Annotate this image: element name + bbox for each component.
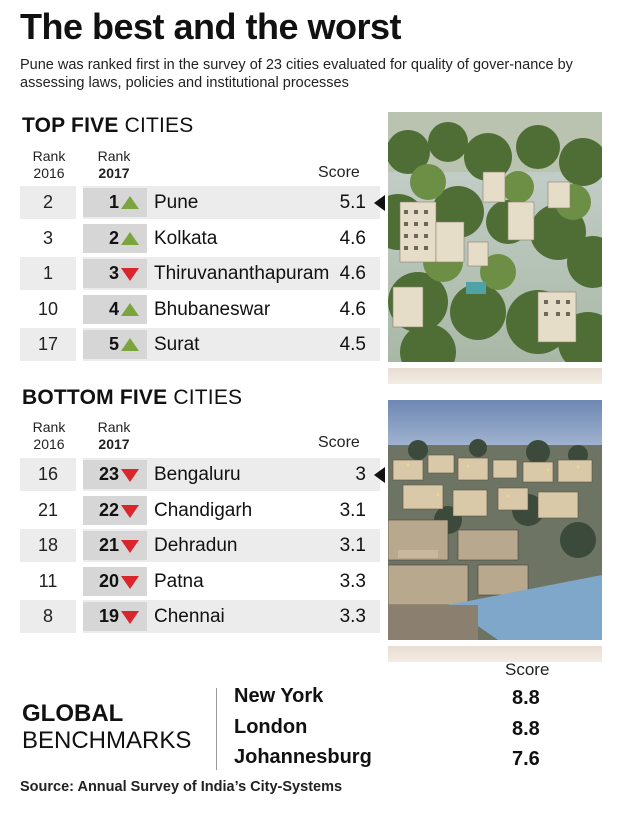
city-score: 5.1 xyxy=(339,192,366,213)
global-city-name: London xyxy=(234,716,308,738)
down-arrow-icon xyxy=(121,469,139,482)
rank-2017-value: 21 xyxy=(98,535,119,555)
city-score: 4.6 xyxy=(339,263,366,284)
bottom-table-row xyxy=(20,529,380,562)
top-rank-2016-header xyxy=(24,148,74,182)
top-rank-2016-header-line2: 2016 xyxy=(33,165,65,181)
top-rank-2017-header xyxy=(88,148,140,182)
global-city-score: 7.6 xyxy=(512,748,540,770)
city-name: Surat xyxy=(154,334,200,355)
global-score-header: Score xyxy=(505,660,550,679)
top-table-row xyxy=(20,257,380,290)
top-city-photo-illustration xyxy=(388,112,602,362)
global-benchmarks-heading-light: BENCHMARKS xyxy=(22,727,192,754)
bottom-rank-2016-header-line2: 2016 xyxy=(33,436,65,452)
top-table-row xyxy=(20,293,380,326)
row-gap xyxy=(76,458,83,491)
rank-2017-value: 19 xyxy=(98,606,119,626)
up-arrow-icon xyxy=(121,338,139,351)
rank-2017-cell xyxy=(83,259,147,288)
rank-2016-cell: 1 xyxy=(42,263,53,283)
up-arrow-icon xyxy=(121,232,139,245)
top-five-heading-light: CITIES xyxy=(124,114,194,137)
top-pointer-icon xyxy=(374,195,385,211)
rank-2016-cell: 21 xyxy=(37,499,59,520)
bottom-five-heading xyxy=(22,386,242,410)
rank-2016-cell: 10 xyxy=(37,298,59,319)
rank-2017-value: 3 xyxy=(108,263,119,283)
city-score: 3.3 xyxy=(339,570,366,592)
source-note: Source: Annual Survey of India’s City-Systems xyxy=(20,779,343,795)
global-divider xyxy=(216,688,217,770)
row-gap xyxy=(76,529,83,562)
city-name: Kolkata xyxy=(154,227,218,249)
row-gap xyxy=(76,328,83,361)
top-rank-2017-header-line2: 2017 xyxy=(98,165,130,181)
rank-2017-value: 2 xyxy=(108,227,119,248)
row-gap xyxy=(76,257,83,290)
global-benchmarks-heading xyxy=(22,700,191,754)
rank-2017-cell xyxy=(83,188,147,217)
city-name: Chandigarh xyxy=(154,499,253,521)
rank-2016-cell: 17 xyxy=(37,334,59,354)
down-arrow-icon xyxy=(121,268,139,281)
city-score: 4.6 xyxy=(339,298,366,320)
rank-2017-cell xyxy=(83,295,147,324)
top-photo-strip xyxy=(388,368,602,384)
bottom-score-header: Score xyxy=(318,434,360,451)
rank-2017-cell xyxy=(83,224,147,253)
rank-2017-cell xyxy=(83,496,147,525)
rank-2017-value: 1 xyxy=(108,192,119,212)
city-score: 3.3 xyxy=(339,606,366,627)
bottom-city-photo-illustration xyxy=(388,400,602,640)
bottom-rank-2016-header-line1: Rank xyxy=(32,419,66,435)
global-city-name: New York xyxy=(234,685,324,707)
rank-2017-value: 23 xyxy=(98,464,119,484)
rank-2017-cell xyxy=(83,330,147,359)
rank-2016-cell: 11 xyxy=(38,570,58,591)
rank-2016-cell: 3 xyxy=(42,227,53,248)
city-score: 3.1 xyxy=(339,499,366,521)
subtitle: Pune was ranked first in the survey of 23 cities evaluated for quality of gover-nance by assessing laws, policies and institutional processes xyxy=(20,57,573,91)
rank-2017-cell xyxy=(83,567,147,596)
bottom-rank-2017-header-line1: Rank xyxy=(97,419,131,435)
rank-2016-cell: 2 xyxy=(42,192,53,212)
top-table-row xyxy=(20,222,380,255)
rank-2016-cell: 18 xyxy=(37,535,59,555)
city-score: 3.1 xyxy=(339,535,366,556)
city-name: Dehradun xyxy=(154,535,238,556)
bottom-table-row xyxy=(20,565,380,598)
bottom-table-row xyxy=(20,494,380,527)
down-arrow-icon xyxy=(121,540,139,553)
down-arrow-icon xyxy=(121,611,139,624)
up-arrow-icon xyxy=(121,196,139,209)
city-name: Patna xyxy=(154,570,204,592)
rank-2017-value: 5 xyxy=(108,334,119,354)
rank-2016-cell: 8 xyxy=(42,606,53,626)
bottom-pointer-icon xyxy=(374,467,385,483)
row-gap xyxy=(76,565,83,598)
rank-2017-cell xyxy=(83,602,147,631)
city-name: Thiruvananthapuram xyxy=(154,263,330,284)
row-gap xyxy=(76,494,83,527)
city-score: 3 xyxy=(355,464,366,485)
top-table-row xyxy=(20,186,380,219)
top-rank-2016-header-line1: Rank xyxy=(32,148,66,164)
top-table-row xyxy=(20,328,380,361)
row-gap xyxy=(76,222,83,255)
rank-2017-value: 4 xyxy=(108,298,119,319)
city-name: Chennai xyxy=(154,606,225,627)
global-city-score: 8.8 xyxy=(512,718,540,740)
rank-2017-value: 22 xyxy=(98,499,119,520)
bottom-rank-2017-header xyxy=(88,419,140,453)
row-gap xyxy=(76,293,83,326)
top-five-heading-bold: TOP FIVE xyxy=(22,114,119,137)
global-benchmarks-heading-bold: GLOBAL xyxy=(22,700,124,727)
top-city-photo xyxy=(388,112,602,362)
bottom-table-row xyxy=(20,458,380,491)
bottom-rank-2016-header xyxy=(24,419,74,453)
city-score: 4.6 xyxy=(339,227,366,249)
up-arrow-icon xyxy=(121,303,139,316)
row-gap xyxy=(76,600,83,633)
rank-2016-cell: 16 xyxy=(37,464,59,484)
bottom-photo-strip xyxy=(388,646,602,662)
rank-2017-cell xyxy=(83,531,147,560)
city-score: 4.5 xyxy=(339,334,366,355)
bottom-rank-2017-header-line2: 2017 xyxy=(98,436,130,452)
down-arrow-icon xyxy=(121,505,139,518)
top-score-header: Score xyxy=(318,164,360,181)
bottom-five-heading-light: CITIES xyxy=(173,386,243,409)
global-city-score: 8.8 xyxy=(512,687,540,709)
top-rank-2017-header-line1: Rank xyxy=(97,148,131,164)
top-five-heading xyxy=(22,114,193,138)
rank-2017-cell xyxy=(83,460,147,489)
down-arrow-icon xyxy=(121,576,139,589)
global-city-name: Johannesburg xyxy=(234,746,372,768)
bottom-city-photo xyxy=(388,400,602,640)
city-name: Pune xyxy=(154,192,199,213)
bottom-five-heading-bold: BOTTOM FIVE xyxy=(22,386,168,409)
bottom-table-row xyxy=(20,600,380,633)
rank-2017-value: 20 xyxy=(98,570,119,591)
page-title: The best and the worst xyxy=(20,6,402,47)
city-name: Bhubaneswar xyxy=(154,298,271,320)
city-name: Bengaluru xyxy=(154,464,241,485)
row-gap xyxy=(76,186,83,219)
